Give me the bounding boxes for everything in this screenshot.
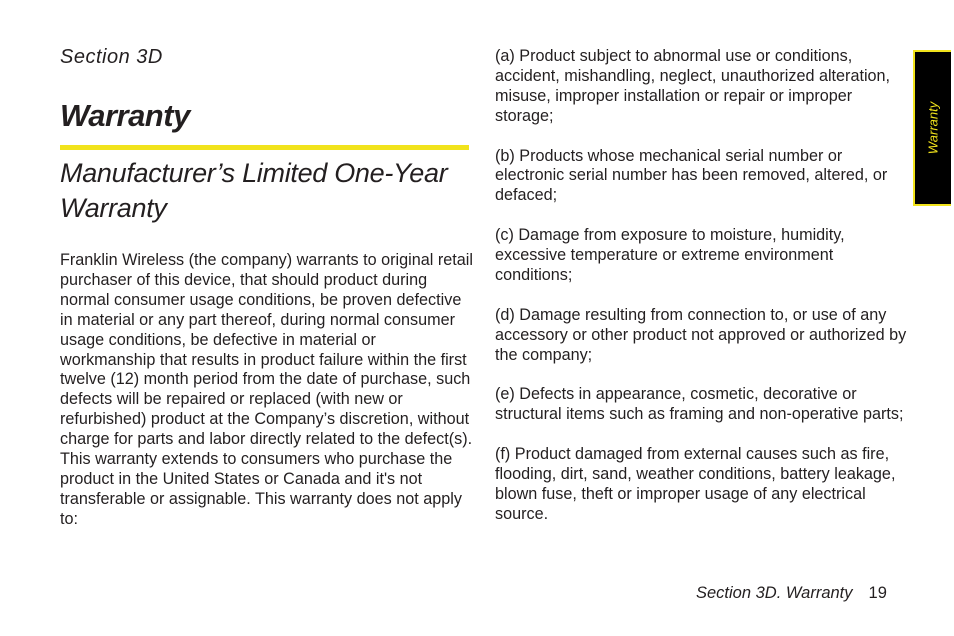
exclusions-list: [495, 47, 909, 545]
section-side-tab: [913, 50, 951, 206]
title-rule-divider: [60, 145, 469, 150]
exclusion-item: (a) Product subject to abnormal use or conditions, accident, mishandling, neglect, unauthorized alteration, misuse, improper installation or repair or improper storage;: [495, 47, 891, 125]
exclusion-item: (d) Damage resulting from connection to, or use of any accessory or other product not approved or authorized by the company;: [495, 305, 907, 364]
exclusion-item: (e) Defects in appearance, cosmetic, decorative or structural items such as framing and non-operative parts;: [495, 385, 904, 424]
page-subtitle: Manufacturer’s Limited One-Year Warranty: [60, 158, 448, 223]
page-footer: [696, 584, 887, 603]
side-tab-label: Warranty: [925, 101, 941, 155]
exclusion-item: (f) Product damaged from external causes such as fire, flooding, dirt, sand, weather conditions, battery leakage, blown fuse, theft or improper usage of any electrical source.: [495, 445, 896, 523]
page-number: 19: [868, 584, 887, 602]
section-label: Section 3D: [60, 46, 163, 68]
intro-paragraph: Franklin Wireless (the company) warrants to original retail purchaser of this device, that should product during normal consumer usage conditions, be proven defective in material or any part thereof, during normal consumer usage conditions, be defective in material or workmanship that results in product failure within the first twelve (12) month period from the date of purchase, such defects will be repaired or replaced (with new or refurbished) product at the Company’s discretion, without charge for parts and labor directly related to the defect(s). This warranty extends to consumers who purchase the product in the United States or Canada and it's not transferable or assignable. This warranty does not apply to:: [60, 251, 473, 528]
page-title: Warranty: [60, 98, 190, 133]
exclusion-item: (b) Products whose mechanical serial number or electronic serial number has been removed, altered, or defaced;: [495, 146, 888, 205]
footer-section-ref: Section 3D. Warranty: [696, 584, 853, 602]
exclusion-item: (c) Damage from exposure to moisture, humidity, excessive temperature or extreme environment conditions;: [495, 226, 845, 284]
